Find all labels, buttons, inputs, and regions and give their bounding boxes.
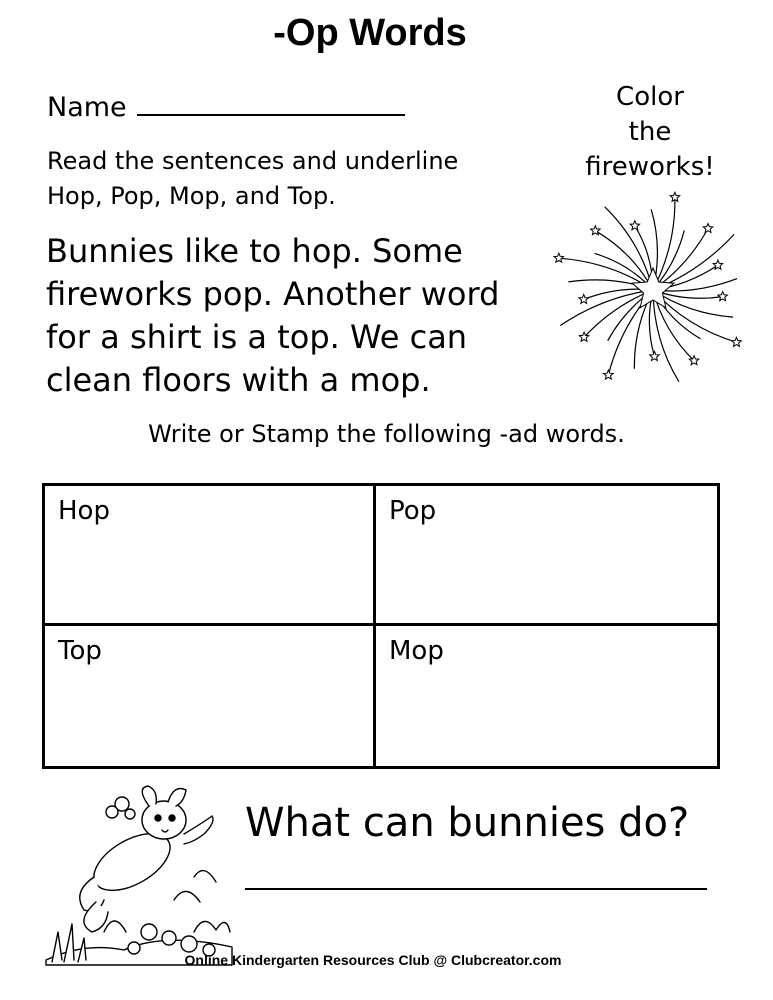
reading-passage — [46, 230, 566, 402]
color-note-line: Color — [616, 82, 684, 112]
firework-star — [732, 337, 742, 346]
name-blank-line[interactable] — [137, 88, 405, 116]
color-note-line: the — [628, 117, 672, 147]
passage-line: fireworks pop. Another word — [46, 275, 500, 313]
passage-line: for a shirt is a top. We can — [46, 318, 468, 356]
write-instruction: Write or Stamp the following -ad words. — [148, 420, 625, 448]
instructions-line: Read the sentences and underline — [47, 147, 459, 175]
footer-credit: Online Kindergarten Resources Club @ Clubcreator.com — [184, 952, 562, 968]
word-cell-top[interactable]: Top — [45, 626, 376, 766]
firework-ray — [653, 229, 708, 291]
color-note-line: fireworks! — [585, 152, 715, 182]
firework-star — [703, 224, 713, 233]
name-field — [47, 88, 405, 123]
firework-star — [650, 352, 660, 361]
firework-star — [630, 221, 640, 230]
passage-line: clean floors with a mop. — [46, 361, 431, 399]
color-note — [572, 80, 728, 185]
firework-star — [604, 370, 614, 379]
name-label: Name — [47, 92, 127, 123]
word-grid — [42, 483, 720, 769]
bunny-illustration — [44, 782, 234, 967]
firework-star — [554, 253, 564, 262]
page-title: -Op Words — [273, 12, 467, 54]
firework-star — [670, 192, 680, 201]
question: What can bunnies do? — [245, 800, 690, 846]
instructions-line: Hop, Pop, Mop, and Top. — [47, 182, 336, 210]
fireworks-illustration — [528, 190, 758, 400]
firework-star — [579, 294, 589, 303]
firework-star — [718, 292, 728, 301]
answer-line[interactable] — [245, 888, 707, 890]
word-cell-pop[interactable]: Pop — [376, 486, 717, 626]
word-cell-mop[interactable]: Mop — [389, 636, 444, 666]
instructions — [47, 144, 567, 214]
word-cell-hop[interactable]: Hop — [45, 486, 376, 626]
passage-line: Bunnies like to hop. Some — [46, 232, 463, 270]
